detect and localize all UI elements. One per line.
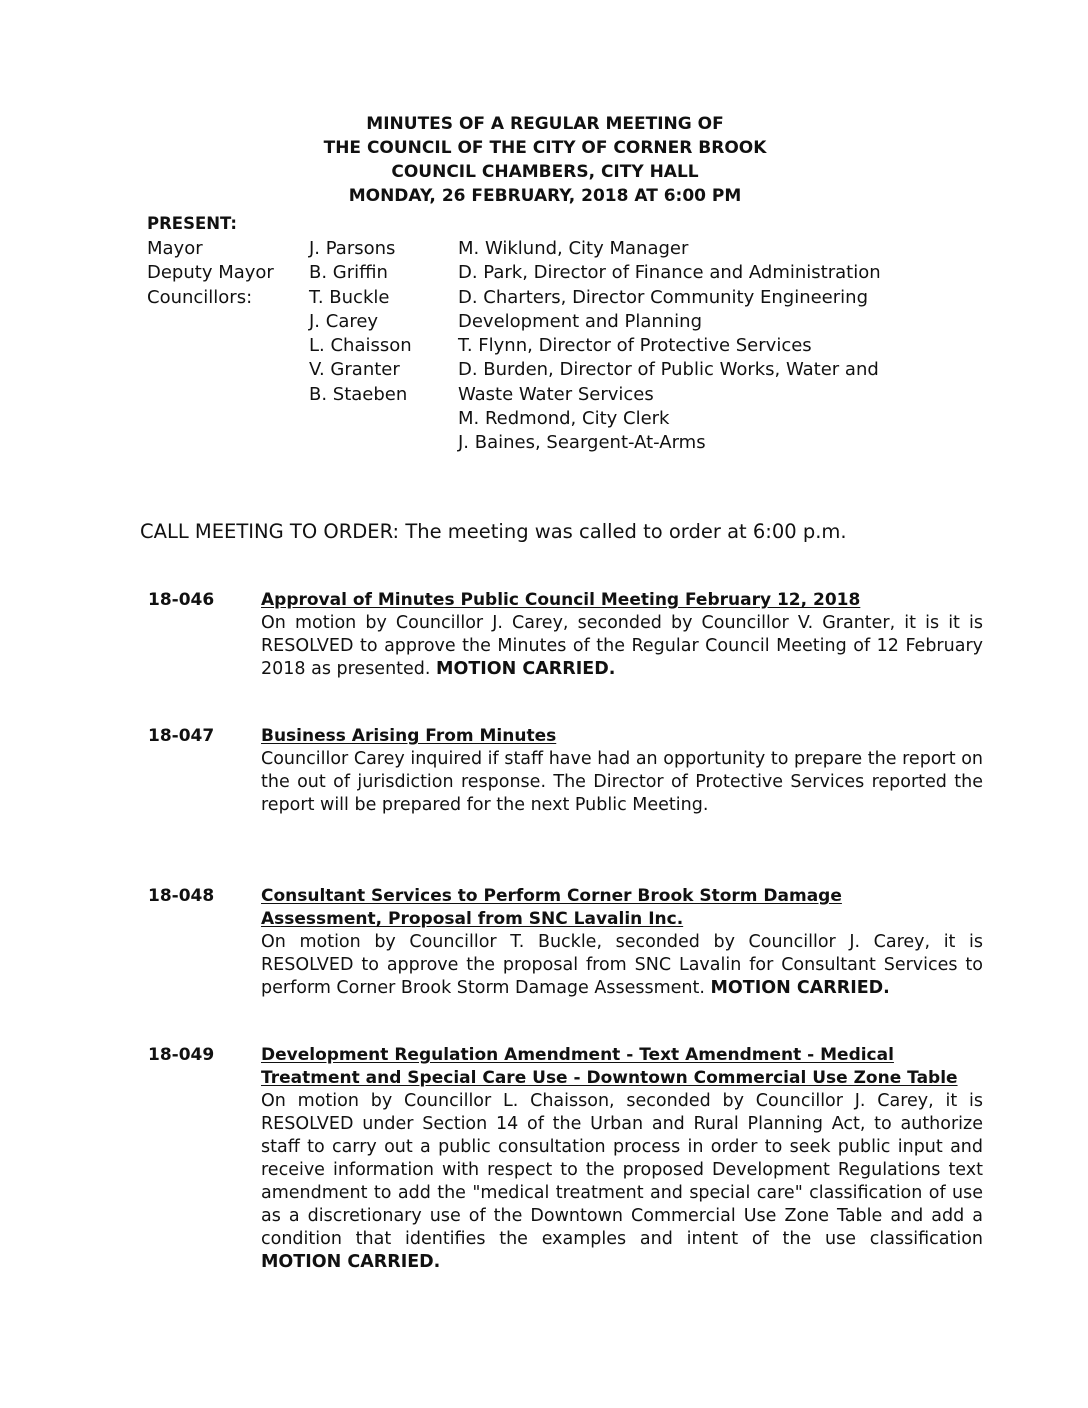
call-to-order: CALL MEETING TO ORDER: The meeting was called to order at 6:00 p.m. (140, 520, 847, 543)
item-text (261, 1090, 983, 1274)
item-text (261, 612, 983, 681)
minutes-heading (250, 112, 840, 208)
motion-status: MOTION CARRIED. (436, 659, 616, 679)
staff-line: J. Baines, Seargent-At-Arms (458, 432, 706, 454)
heading-line-1: MINUTES OF A REGULAR MEETING OF (366, 114, 724, 134)
staff-line: T. Flynn, Director of Protective Services (458, 335, 812, 357)
item-text (261, 748, 983, 817)
item-title: Business Arising From Minutes (261, 726, 557, 746)
item-text (261, 931, 983, 1000)
item-resolution: On motion by Councillor L. Chaisson, seconded by Councillor J. Carey, it is RESOLVED under Section 14 of the Urban and Rural Planning Act, to authorize staff to carry out a public consultation process in order to seek public input and receive information with respect to the proposed Development Regulations text amendment to add the "medical treatment and special care" classification of use as a discretionary use of the Downtown Commercial Use Zone Table and add a condition that identifies the examples and intent of the use classification (261, 1091, 983, 1249)
attendee-name: J. Carey (309, 310, 379, 332)
motion-status: MOTION CARRIED. (710, 978, 890, 998)
present-label: PRESENT: (147, 214, 237, 233)
role-deputy-mayor: Deputy Mayor (147, 262, 274, 284)
item-resolution: On motion by Councillor J. Carey, seconded by Councillor V. Granter, it is it is RESOLVED to approve the Minutes of the Regular Council Meeting of 12 February 2018 as presented. (261, 613, 983, 679)
staff-line: Development and Planning (458, 310, 703, 332)
item-number: 18-049 (148, 1045, 215, 1065)
staff-line: Waste Water Services (458, 383, 654, 405)
item-number: 18-048 (148, 886, 215, 906)
staff-line: M. Redmond, City Clerk (458, 408, 670, 430)
role-mayor: Mayor (147, 238, 203, 259)
staff-line: M. Wiklund, City Manager (458, 238, 689, 259)
item-body (261, 725, 983, 817)
staff-line: D. Burden, Director of Public Works, Water and (458, 359, 879, 381)
item-title: Consultant Services to Perform Corner Brook Storm Damage Assessment, Proposal from SNC Lavalin Inc. (261, 886, 842, 929)
staff-list (458, 237, 881, 456)
item-resolution: On motion by Councillor T. Buckle, seconded by Councillor J. Carey, it is RESOLVED to approve the proposal from SNC Lavalin for Consultant Services to perform Corner Brook Storm Damage Assessment. (261, 932, 983, 998)
heading-line-4: MONDAY, 26 FEBRUARY, 2018 AT 6:00 PM (348, 186, 742, 206)
item-title: Development Regulation Amendment - Text Amendment - Medical Treatment and Special Care Use - Downtown Commercial Use Zone Table (261, 1045, 958, 1088)
item-number: 18-046 (148, 590, 215, 610)
attendee-name: B. Griffin (309, 262, 388, 284)
attendee-name: B. Staeben (309, 383, 408, 405)
attendee-name: L. Chaisson (309, 335, 412, 357)
item-number: 18-047 (148, 726, 215, 746)
role-councillors: Councillors: (147, 286, 253, 308)
item-body (261, 1044, 983, 1274)
attendee-roles (147, 237, 274, 310)
item-body (261, 589, 983, 681)
attendee-names (309, 237, 412, 407)
attendee-name: J. Parsons (309, 238, 396, 259)
staff-line: D. Charters, Director Community Engineering (458, 286, 868, 308)
item-body (261, 885, 983, 1000)
heading-line-2: THE COUNCIL OF THE CITY OF CORNER BROOK (323, 138, 767, 158)
attendee-name: V. Granter (309, 359, 400, 381)
heading-line-3: COUNCIL CHAMBERS, CITY HALL (391, 162, 699, 182)
item-title: Approval of Minutes Public Council Meeting February 12, 2018 (261, 590, 861, 610)
attendee-name: T. Buckle (309, 286, 390, 308)
motion-status: MOTION CARRIED. (261, 1252, 441, 1272)
staff-line: D. Park, Director of Finance and Administration (458, 262, 881, 284)
item-resolution: Councillor Carey inquired if staff have had an opportunity to prepare the report on the out of jurisdiction response. The Director of Protective Services reported the report will be prepared for the next Public Meeting. (261, 749, 983, 815)
